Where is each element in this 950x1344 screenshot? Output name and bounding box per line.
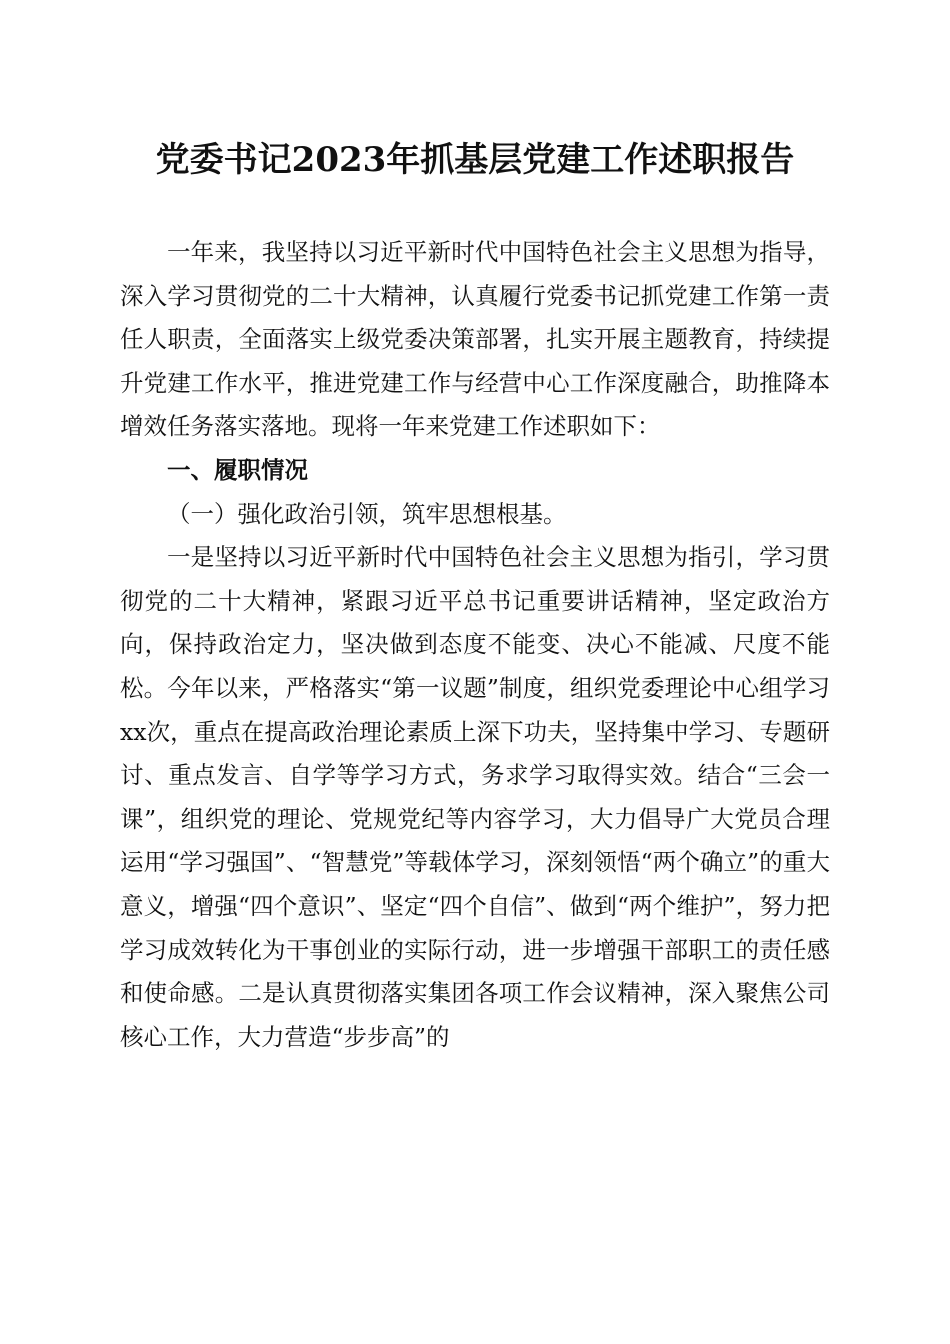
intro-paragraph: 一年来，我坚持以习近平新时代中国特色社会主义思想为指导，深入学习贯彻党的二十大精神，认真履行党委书记抓党建工作第一责任人职责，全面落实上级党委决策部署，扎实开展主题教育，持续提升党建工作水平，推进党建工作与经营中心工作深度融合，助推降本增效任务落实落地。现将一年来党建工作述职如下： bbox=[120, 238, 830, 441]
document-title: 党委书记2023年抓基层党建工作述职报告 bbox=[155, 140, 795, 180]
document-body bbox=[120, 231, 830, 1059]
subsection-heading-political-leadership: （一）强化政治引领，筑牢思想根基。 bbox=[167, 499, 567, 528]
subsection-body-paragraph: 一是坚持以习近平新时代中国特色社会主义思想为指引，学习贯彻党的二十大精神，紧跟习近平总书记重要讲话精神，坚定政治方向，保持政治定力，坚决做到态度不能变、决心不能减、尺度不能松。今年以来，严格落实“第一议题”制度，组织党委理论中心组学习xx次，重点在提高政治理论素质上深下功夫，坚持集中学习、专题研讨、重点发言、自学等学习方式，务求学习取得实效。结合“三会一课”，组织党的理论、党规党纪等内容学习，大力倡导广大党员合理运用“学习强国”、“智慧党”等载体学习，深刻领悟“两个确立”的重大意义，增强“四个意识”、坚定“四个自信”、做到“两个维护”，努力把学习成效转化为干事创业的实际行动，进一步增强干部职工的责任感和使命感。二是认真贯彻落实集团各项工作会议精神，深入聚焦公司核心工作，大力营造“步步高”的 bbox=[120, 543, 830, 1051]
section-heading-performance: 一、履职情况 bbox=[167, 455, 308, 484]
